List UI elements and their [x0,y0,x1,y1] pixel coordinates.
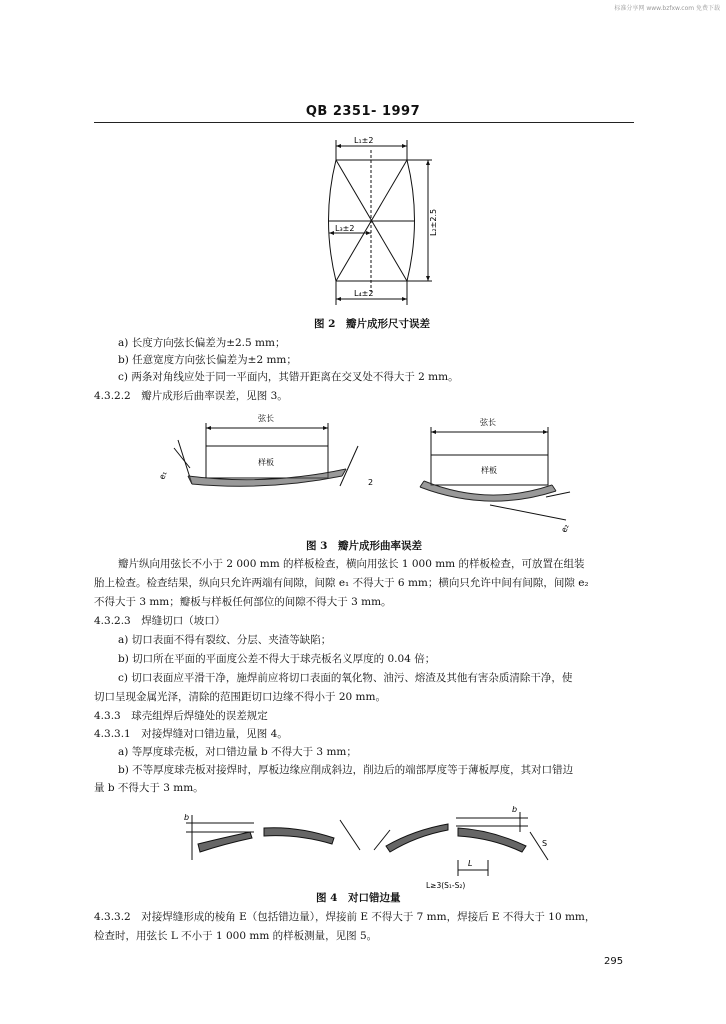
fig2-top-label: L₁±2 [354,136,374,145]
fig3-left-plate: 样板 [258,458,274,467]
fig4-caption: 图 4 对口错边量 [316,892,401,904]
fig3-left-e: e₁ [157,469,169,481]
fig4-s: S [542,839,548,848]
list-item: a) 切口表面不得有裂纹、分层、夹渣等缺陷； [118,634,332,646]
list-item: a) 等厚度球壳板，对口错边量 b 不得大于 3 mm； [118,746,357,758]
page-header: QB 2351- 1997 [305,104,421,119]
list-item: b) 不等厚度球壳板对接焊时，厚板边缘应削成斜边，削边后的端部厚度等于薄板厚度，其对口错边 [118,764,574,776]
fig4-b2: b [512,805,518,814]
fig3-caption: 图 3 瓣片成形曲率误差 [306,540,422,552]
section-4-3-3-2: 4.3.3.2 对接焊缝形成的棱角 E（包括错边量），焊接前 E 不得大于 7 mm，焊接后 E 不得大于 10 mm， [94,911,596,923]
fig4-l: L [468,859,473,868]
page-number: 295 [604,956,624,967]
paragraph-line: 检查时，用弦长 L 不小于 1 000 mm 的样板测量，见图 5。 [94,930,378,942]
section-4-3-3: 4.3.3 球壳组焊后焊缝处的误差规定 [94,710,268,722]
fig3-right-chord: 弦长 [480,418,496,427]
watermark: 标准分享网 www.bzfxw.com 免费下载 [614,5,720,12]
fig2-mid-label: L₃±2 [335,224,355,233]
fig2-caption: 图 2 瓣片成形尺寸误差 [314,318,430,330]
fig2-bottom-label: L₄±2 [354,289,374,298]
paragraph-line: 不得大于 3 mm；瓣板与样板任何部位的间隙不得大于 3 mm。 [94,596,392,608]
header-rule [94,122,634,123]
list-item: a) 长度方向弦长偏差为±2.5 mm； [118,337,286,349]
paragraph-line: 胎上检查。检查结果，纵向只允许两端有间隙，间隙 e₁ 不得大于 6 mm；横向只允许中间有间隙，间隙 e₂ [94,577,589,589]
section-4-3-2-3: 4.3.2.3 焊缝切口（坡口） [94,615,226,627]
fig3-left-2: 2 [368,478,374,487]
fig3-right-plate: 样板 [481,466,497,475]
list-item-continued: 切口呈现金属光泽，清除的范围距切口边缘不得小于 20 mm。 [94,691,386,703]
fig3-left-chord: 弦长 [258,414,274,423]
section-4-3-3-1: 4.3.3.1 对接焊缝对口错边量，见图 4。 [94,728,288,740]
paragraph-line: 瓣片纵向用弦长不小于 2 000 mm 的样板检查，横向用弦长 1 000 mm 的样板检查，可放置在组装 [118,558,585,570]
fig3-right-e: e₂ [559,522,571,534]
section-4-3-2-2: 4.3.2.2 瓣片成形后曲率误差，见图 3。 [94,390,288,402]
list-item-continued: 量 b 不得大于 3 mm。 [94,782,204,794]
list-item: c) 两条对角线应处于同一平面内，其错开距离在交叉处不得大于 2 mm。 [118,371,459,383]
list-item: b) 切口所在平面的平面度公差不得大于球壳板名义厚度的 0.04 倍； [118,653,436,665]
fig2-right-label: L₂±2.5 [429,208,438,236]
list-item: c) 切口表面应平滑干净，施焊前应将切口表面的氧化物、油污、熔渣及其他有害杂质清除干净，使 [118,672,573,684]
fig4-l-cond: L≥3(S₁-S₂) [426,881,466,890]
list-item: b) 任意宽度方向弦长偏差为±2 mm； [118,354,297,366]
fig4-b1: b [184,813,190,822]
